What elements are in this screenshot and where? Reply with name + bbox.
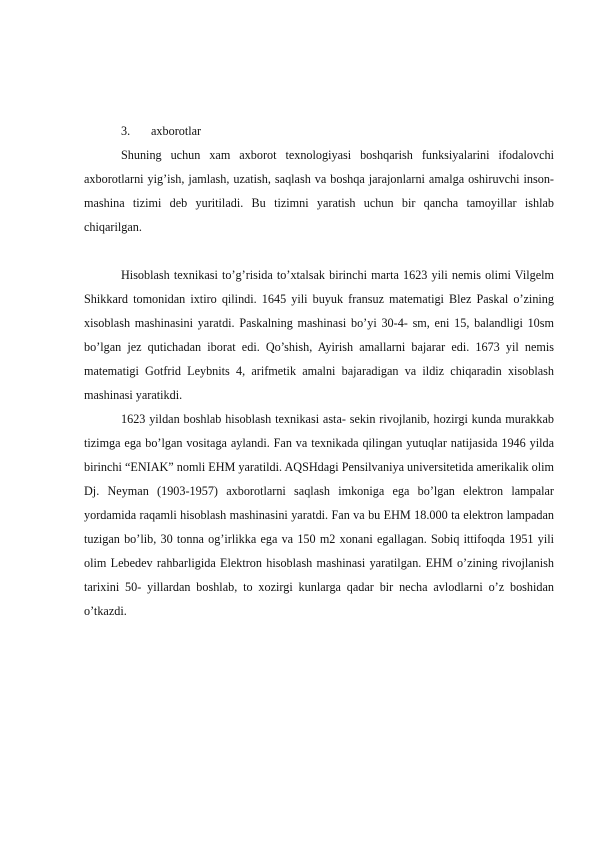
- section-heading: [84, 119, 554, 143]
- section-number: 3.: [121, 124, 131, 138]
- paragraph-2: Hisoblash texnikasi to’g’risida to’xtalsak birinchi marta 1623 yili nemis olimi Vilgelm Shikkard tomonidan ixtiro qilindi. 1645 yili buyuk fransuz matematigi Blez Paskal o’zining xisoblash mashinasini yaratdi. Paskalning mashinasi bo’yi 30-4- sm, eni 15, balandligi 10sm bo’lgan jez qutichadan iborat edi. Qo’shish, Ayirish amallarni bajarar edi. 1673 yil nemis matematigi Gotfrid Leybnits 4, arifmetik amalni bajaradigan va ildiz chiqaradin xisoblash mashinasi yaratikdi.: [84, 268, 554, 402]
- section-title: axborotlar: [151, 124, 202, 138]
- paragraph-spacer: [84, 239, 554, 263]
- paragraph-1: Shuning uchun xam axborot texnologiyasi boshqarish funksiyalarini ifodalovchi axborotlarni yig’ish, jamlash, uzatish, saqlash va boshqa jarajonlarni amalga oshiruvchi inson- mashina tizimi deb yuritiladi. Bu tizimni yaratish uchun bir qancha tamoyillar ishlab chiqarilgan.: [84, 148, 554, 234]
- paragraph-3: 1623 yildan boshlab hisoblash texnikasi asta- sekin rivojlanib, hozirgi kunda murakkab tizimga ega bo’lgan vositaga aylandi. Fan va texnikada qilingan yutuqlar natijasida 1946 yilda birinchi “ENIAK” nomli EHM yaratildi. AQSHdagi Pensilvaniya universitetida amerikalik olim Dj. Neyman (1903-1957) axborotlarni saqlash imkoniga ega bo’lgan elektron lampalar yordamida raqamli hisoblash mashinasini yaratdi. Fan va bu EHM 18.000 ta elektron lampadan tuzigan bo’lib, 30 tonna og’irlikka ega va 150 m2 xonani egallagan. Sobiq ittifoqda 1951 yili olim Lebedev rahbarligida Elektron hisoblash mashinasi yaratilgan. EHM o’zining rivojlanish tarixini 50- yillardan boshlab, to xozirgi kunlarga qadar bir necha avlodlarni o’z boshidan o’tkazdi.: [84, 412, 554, 618]
- document-body: [84, 119, 554, 623]
